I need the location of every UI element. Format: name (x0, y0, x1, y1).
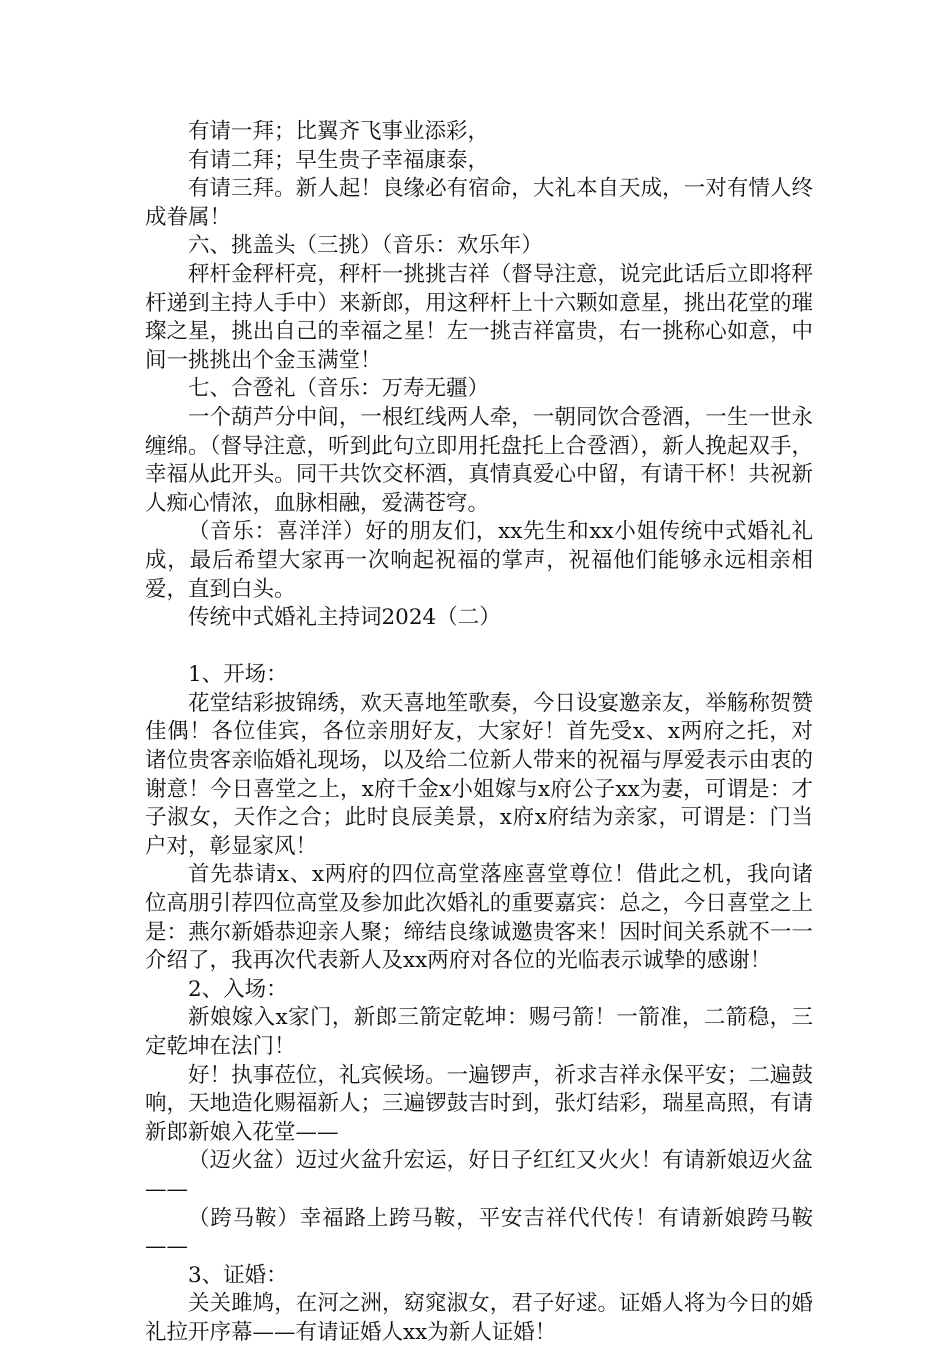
document-subtitle: 传统中式婚礼主持词2024（二） (188, 605, 501, 631)
paragraph: 首先恭请x、x两府的四位高堂落座喜堂尊位！借此之机，我向诸位高朋引荐四位高堂及参加此次婚礼的重要嘉宾：总之，今日喜堂之上是：燕尔新婚恭迎亲人聚；缔结良缘诚邀贵客来！因时间关系就不一一介绍了，我再次代表新人及xx两府对各位的光临表示诚挚的感谢！ (145, 862, 813, 974)
paragraph: 关关雎鸠，在河之洲，窈窕淑女，君子好逑。证婚人将为今日的婚礼拉开序幕——有请证婚人xx为新人证婚！ (145, 1291, 813, 1345)
paragraph: 秤杆金秤杆亮，秤杆一挑挑吉祥（督导注意，说完此话后立即将秤杆递到主持人手中）来新郎，用这秤杆上十六颗如意星，挑出花堂的璀璨之星，挑出自己的幸福之星！左一挑吉祥富贵，右一挑称心如意，中间一挑挑出个金玉满堂！ (145, 261, 813, 373)
paragraph: 花堂结彩披锦绣，欢天喜地笙歌奏，今日设宴邀亲友，举觞称贺赞佳偶！各位佳宾，各位亲朋好友，大家好！首先受x、x两府之托，对诸位贵客亲临婚礼现场，以及给二位新人带来的祝福与厚爱表示由衷的谢意！今日喜堂之上，x府千金x小姐嫁与x府公子xx为妻，可谓是：才子淑女，天作之合；此时良辰美景，x府x府结为亲家，可谓是：门当户对，彰显家风！ (145, 690, 813, 859)
paragraph: （音乐：喜洋洋）好的朋友们，xx先生和xx小姐传统中式婚礼礼成，最后希望大家再一次响起祝福的掌声，祝福他们能够永远相亲相爱，直到白头。 (145, 519, 813, 602)
section-heading: 六、挑盖头（三挑）（音乐：欢乐年） (188, 233, 543, 259)
paragraph: 有请二拜；早生贵子幸福康泰， (188, 147, 490, 173)
paragraph: （迈火盆）迈过火盆升宏运，好日子红红又火火！有请新娘迈火盆—— (145, 1148, 813, 1202)
section-heading: 3、证婚： (188, 1262, 288, 1288)
paragraph: 新娘嫁入x家门，新郎三箭定乾坤：赐弓箭！一箭准，二箭稳，三定乾坤在法门！ (145, 1005, 813, 1059)
blank-line (145, 633, 813, 662)
paragraph: （跨马鞍）幸福路上跨马鞍，平安吉祥代代传！有请新娘跨马鞍—— (145, 1205, 813, 1260)
paragraph: 有请一拜；比翼齐飞事业添彩， (188, 119, 490, 144)
section-heading: 2、入场： (188, 976, 288, 1002)
paragraph: 一个葫芦分中间，一根红线两人牵，一朝同饮合卺酒，一生一世永缠绵。（督导注意，听到此句立即用托盘托上合卺酒），新人挽起双手，幸福从此开头。同干共饮交杯酒，真情真爱心中留，有请干杯！共祝新人痴心情浓，血脉相融，爱满苍穹。 (145, 404, 813, 516)
paragraph: 有请三拜。新人起！良缘必有宿命，大礼本自天成，一对有情人终成眷属！ (145, 176, 813, 230)
section-heading: 七、合卺礼（音乐：万寿无疆） (188, 376, 490, 402)
paragraph: 好！执事莅位，礼宾候场。一遍锣声，祈求吉祥永保平安；二遍鼓响，天地造化赐福新人；三遍锣鼓吉时到，张灯结彩，瑞星高照，有请新郎新娘入花堂—— (145, 1062, 813, 1145)
section-heading: 1、开场： (188, 662, 288, 688)
document-body (145, 118, 813, 1348)
